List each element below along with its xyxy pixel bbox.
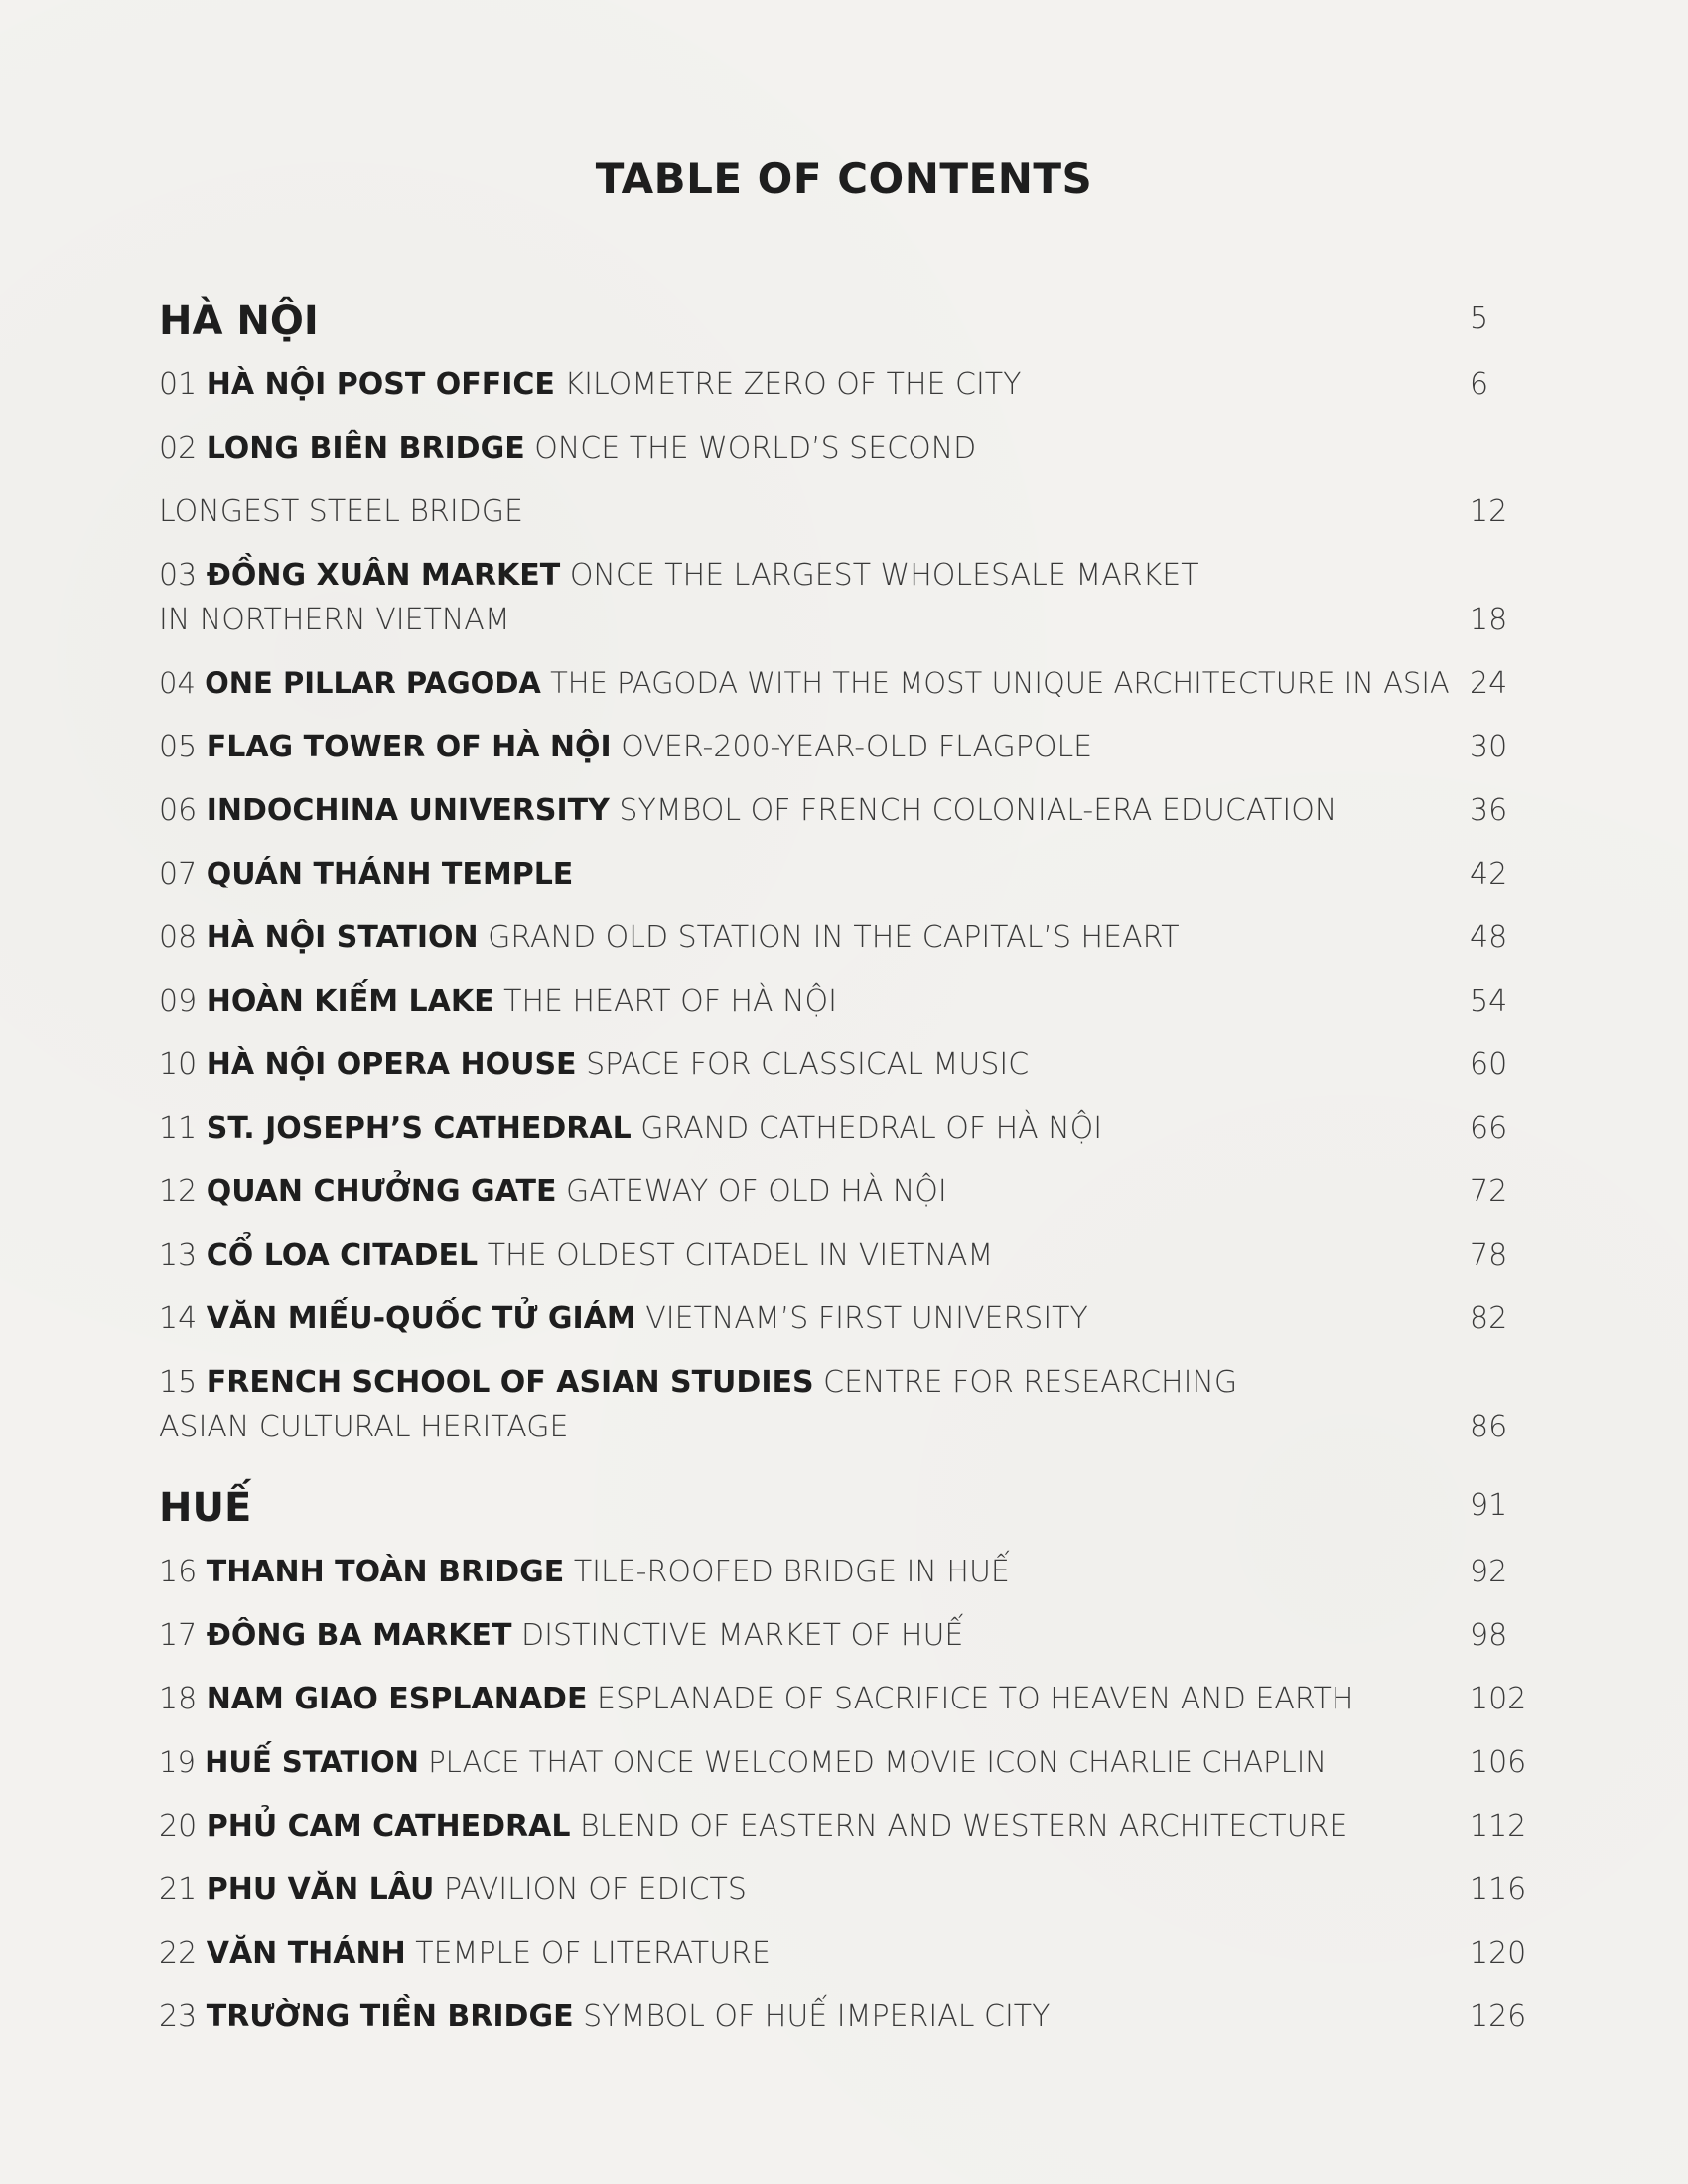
entry-description: ONCE THE WORLD’S SECOND (534, 431, 977, 466)
entry-title: ONE PILLAR PAGODA (205, 666, 541, 700)
entry-title: HÀ NỘI POST OFFICE (206, 367, 555, 402)
entry-page-number: 98 (1470, 1618, 1508, 1653)
entry-number: 04 (159, 666, 196, 700)
entry-page-number: 24 (1470, 666, 1508, 701)
entry-number: 13 (159, 1238, 198, 1273)
entry-title: ĐÔNG BA MARKET (206, 1618, 512, 1653)
toc-entry-14[interactable] (159, 1278, 1529, 1341)
entry-title: TRƯỜNG TIỀN BRIDGE (206, 1999, 574, 2034)
entry-number: 14 (159, 1301, 198, 1336)
entry-description: TILE-ROOFED BRIDGE IN HUẾ (573, 1555, 1010, 1589)
entry-title: ST. JOSEPH’S CATHEDRAL (206, 1111, 632, 1146)
entry-number: 23 (159, 1999, 198, 2034)
entry-number: 15 (159, 1365, 198, 1400)
entry-description-continued: IN NORTHERN VIETNAM (159, 603, 510, 637)
toc-entry-07[interactable] (159, 833, 1529, 896)
entry-page-number: 92 (1470, 1555, 1508, 1589)
entry-description: KILOMETRE ZERO OF THE CITY (564, 367, 1022, 402)
entry-number: 22 (159, 1936, 198, 1971)
entry-number: 06 (159, 793, 198, 828)
entry-number: 21 (159, 1872, 198, 1907)
entry-description: GATEWAY OF OLD HÀ NỘI (566, 1174, 947, 1209)
entry-page-number: 60 (1470, 1047, 1508, 1082)
entry-page-number: 126 (1470, 1999, 1527, 2034)
entry-description: SYMBOL OF FRENCH COLONIAL-ERA EDUCATION (619, 793, 1337, 828)
toc-entry-03[interactable] (159, 534, 1529, 642)
entry-number: 16 (159, 1555, 198, 1589)
entry-page-number: 120 (1470, 1936, 1527, 1971)
entry-number: 12 (159, 1174, 198, 1209)
entry-page-number: 106 (1470, 1745, 1527, 1780)
toc-entry-12[interactable] (159, 1151, 1529, 1214)
toc-entry-10[interactable] (159, 1024, 1529, 1087)
toc-entry-08[interactable] (159, 896, 1529, 960)
entry-description: BLEND OF EASTERN AND WESTERN ARCHITECTURE (580, 1809, 1348, 1843)
entry-description-continued: LONGEST STEEL BRIDGE (159, 494, 523, 529)
entry-number: 05 (159, 730, 198, 764)
section-heading-hue[interactable] (159, 1467, 1529, 1531)
entry-page-number: 54 (1470, 984, 1508, 1019)
toc-entry-16[interactable] (159, 1531, 1529, 1594)
entry-title: HÀ NỘI OPERA HOUSE (206, 1047, 577, 1082)
entry-number: 09 (159, 984, 198, 1019)
entry-description: THE PAGODA WITH THE MOST UNIQUE ARCHITECTURE IN ASIA (550, 666, 1450, 700)
entry-title: VĂN THÁNH (206, 1936, 406, 1971)
entry-title: LONG BIÊN BRIDGE (206, 431, 525, 466)
entry-number: 19 (159, 1745, 196, 1779)
entry-description: DISTINCTIVE MARKET OF HUẾ (521, 1618, 964, 1653)
entry-page-number: 30 (1470, 730, 1508, 764)
entry-description: OVER-200-YEAR-OLD FLAGPOLE (621, 730, 1093, 764)
entry-number: 10 (159, 1047, 198, 1082)
toc-entry-11[interactable] (159, 1087, 1529, 1151)
table-of-contents (159, 280, 1529, 2039)
entry-title: ĐỒNG XUÂN MARKET (206, 558, 561, 593)
toc-entry-17[interactable] (159, 1594, 1529, 1658)
toc-entry-05[interactable] (159, 706, 1529, 769)
toc-entry-13[interactable] (159, 1214, 1529, 1278)
entry-number: 20 (159, 1809, 198, 1843)
entry-page-number: 42 (1470, 857, 1508, 891)
entry-page-number: 12 (1470, 494, 1508, 529)
entry-description: GRAND CATHEDRAL OF HÀ NỘI (640, 1111, 1103, 1146)
section-title: HÀ NỘI (159, 298, 319, 343)
entry-title: VĂN MIẾU-QUỐC TỬ GIÁM (206, 1301, 636, 1336)
entry-description: TEMPLE OF LITERATURE (415, 1936, 771, 1971)
entry-title: QUAN CHƯỞNG GATE (206, 1174, 557, 1209)
entry-title: PHU VĂN LÂU (206, 1872, 435, 1907)
entry-page-number: 78 (1470, 1238, 1508, 1273)
entry-description: GRAND OLD STATION IN THE CAPITAL’S HEART (488, 920, 1180, 955)
entry-title: HÀ NỘI STATION (206, 920, 479, 955)
section-page-number: 91 (1470, 1488, 1508, 1523)
entry-title: HUẾ STATION (205, 1745, 419, 1779)
section-title: HUẾ (159, 1485, 252, 1531)
toc-entry-02[interactable] (159, 407, 1529, 534)
entry-description: VIETNAM’S FIRST UNIVERSITY (645, 1301, 1088, 1336)
toc-entry-23[interactable] (159, 1976, 1529, 2039)
toc-entry-09[interactable] (159, 960, 1529, 1024)
section-page-number: 5 (1470, 301, 1489, 336)
entry-number: 02 (159, 431, 198, 466)
entry-page-number: 6 (1470, 367, 1489, 402)
entry-page-number: 102 (1470, 1682, 1527, 1716)
entry-description: ESPLANADE OF SACRIFICE TO HEAVEN AND EARTH (597, 1682, 1354, 1716)
entry-title: HOÀN KIẾM LAKE (206, 984, 494, 1019)
entry-page-number: 116 (1470, 1872, 1527, 1907)
entry-description: SPACE FOR CLASSICAL MUSIC (586, 1047, 1030, 1082)
entry-page-number: 48 (1470, 920, 1508, 955)
entry-page-number: 86 (1470, 1410, 1508, 1444)
entry-description-continued: ASIAN CULTURAL HERITAGE (159, 1410, 569, 1444)
entry-number: 18 (159, 1682, 198, 1716)
entry-page-number: 82 (1470, 1301, 1508, 1336)
entry-title: PHỦ CAM CATHEDRAL (206, 1809, 571, 1843)
entry-number: 08 (159, 920, 198, 955)
toc-entry-20[interactable] (159, 1785, 1529, 1848)
page-title: TABLE OF CONTENTS (595, 154, 1093, 203)
entry-page-number: 18 (1470, 603, 1508, 637)
entry-number: 11 (159, 1111, 198, 1146)
entry-description: PLACE THAT ONCE WELCOMED MOVIE ICON CHARLIE CHAPLIN (428, 1745, 1327, 1779)
entry-number: 01 (159, 367, 198, 402)
entry-title: THANH TOÀN BRIDGE (206, 1555, 565, 1589)
section-heading-ha-noi[interactable] (159, 280, 1529, 343)
entry-title: INDOCHINA UNIVERSITY (206, 793, 610, 828)
toc-entry-19[interactable] (159, 1721, 1529, 1785)
toc-entry-22[interactable] (159, 1912, 1529, 1976)
entry-title: NAM GIAO ESPLANADE (206, 1682, 588, 1716)
entry-title: QUÁN THÁNH TEMPLE (206, 857, 574, 891)
entry-description: CENTRE FOR RESEARCHING (823, 1365, 1238, 1400)
entry-description: ONCE THE LARGEST WHOLESALE MARKET (569, 558, 1199, 593)
entry-page-number: 72 (1470, 1174, 1508, 1209)
toc-entry-06[interactable] (159, 769, 1529, 833)
toc-entry-04[interactable] (159, 642, 1529, 706)
entry-description: SYMBOL OF HUẾ IMPERIAL CITY (583, 1999, 1051, 2034)
entry-title: FLAG TOWER OF HÀ NỘI (206, 730, 612, 764)
toc-entry-15[interactable] (159, 1341, 1529, 1449)
entry-title: CỔ LOA CITADEL (206, 1238, 479, 1273)
entry-number: 17 (159, 1618, 198, 1653)
entry-title: FRENCH SCHOOL OF ASIAN STUDIES (206, 1365, 814, 1400)
toc-entry-18[interactable] (159, 1658, 1529, 1721)
entry-number: 07 (159, 857, 198, 891)
entry-description: THE HEART OF HÀ NỘI (503, 984, 837, 1019)
entry-description: THE OLDEST CITADEL IN VIETNAM (487, 1238, 994, 1273)
entry-description: PAVILION OF EDICTS (443, 1872, 747, 1907)
entry-number: 03 (159, 558, 198, 593)
entry-page-number: 66 (1470, 1111, 1508, 1146)
entry-page-number: 112 (1470, 1809, 1527, 1843)
toc-entry-21[interactable] (159, 1848, 1529, 1912)
toc-entry-01[interactable] (159, 343, 1529, 407)
entry-page-number: 36 (1470, 793, 1508, 828)
